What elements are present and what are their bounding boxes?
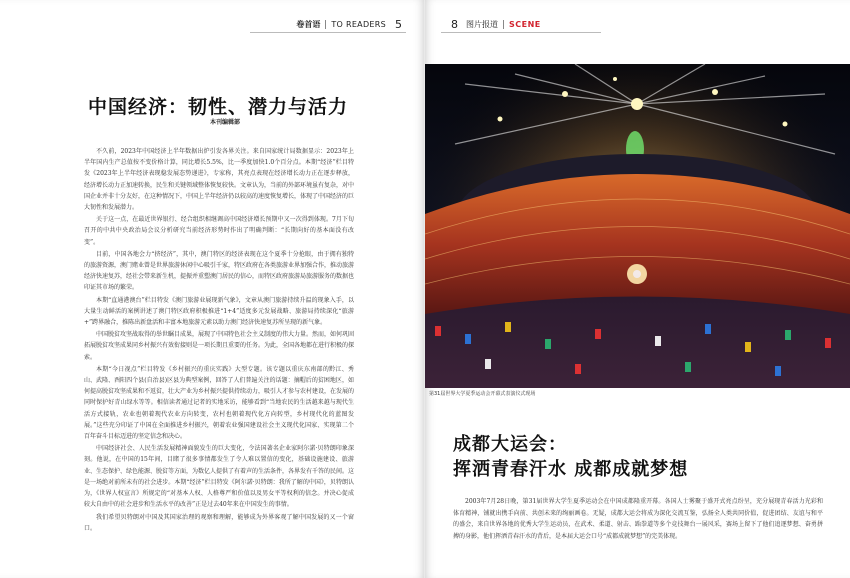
headline-line-2: 挥洒青春汗水 成都成就梦想 bbox=[453, 459, 689, 480]
paragraph: 中国脱贫攻坚战取得的举世瞩目成果，展现了中国特色社会主义制度的伟大力量。然而，如何巩固拓展脱贫攻坚成果同乡村振兴有效衔接则是一项长期且重要的任务。为此，全国各地都在进行积极的探索。 bbox=[84, 331, 355, 361]
header-rule bbox=[250, 32, 406, 33]
paragraph: 目前，中国各地会力“挤经济”，其中，澳门特区的经济表现在这个夏季十分抢眼，由于拥有独特的旅游资源，澳门赌业曾是世界旅游休闲中心吸引千家，特区政府在各类旅游业界加强合作，推动旅游经济快速复苏，经社会带来新生机，提振并重塑澳门居民的信心，而特区政府旅游局旅游服务的数据也印证其市场的繁荣。 bbox=[84, 250, 355, 292]
paragraph: 不久前，2023年中国经济上半年数据出炉引发各界关注。来自国家统计局数据显示：2023年上半年国内生产总值按不变价格计算，同比增长5.5%，比一季度加快1.0个百分点。本期“经济”栏目特发《2023年上半年经济表现稳发展态势递进》，专家称，其亮点表现在经济增长动力正在逐步释放，经济增长动力正加速转换，民生和关键领域整体恢复较快。文章认为，当前的外部环境虽有复杂，对中国企业并非十分友好，在这种情况下，中国上半年经济仍以较高的速度恢复增长，体现了中国经济的巨大韧性和发展潜力。 bbox=[84, 148, 355, 212]
page-header bbox=[296, 18, 402, 31]
paragraph: 本期“今日视点”栏目特发《乡村振兴的重庆实践》大型专题。该专题以重庆东南部的黔江、秀山、武隆、酉阳四个县(自治县)区县为典型案例，回答了人们普遍关注的话题：摘帽后的贫困地区，如何提高脱贫攻坚成果和不返贫，壮大产业为乡村振兴提供持续动力，吸引人才参与农村建设，在发展的同时保护好青山绿水等等。相信读者通过记者的实地采访，能够看到“当地农民的生活越来越与现代生活方式接轨，农业也朝着现代农业方向转变，农村也朝着现代化方向转型，乡村现代化的蓝图发展。”这些充分印证了中国在全面推进乡村振兴，朝着农业强国建设社会主义现代化国家、实现第二个百年奋斗目标迈进的坚定信念和决心。 bbox=[84, 365, 355, 441]
header-divider bbox=[325, 20, 326, 29]
paragraph: 中国经济社会、人民生活发展精神面貌发生的巨大变化，令法国著名企业家阿尔諾·贝特朗印象深刻。他说，在中国的15年间，目睹了很多事情都发生了令人难以置信的变化，基础设施建设、旅游业、生态保护、绿色能源、脱贫等方面，为数亿人提供了有着声的生活条件，各界发有千答的民间。这是一场绝对前所未有的社会进步。本期“经济”栏目特发《阿尔諾·贝特朗：我所了解的中国》，贝特朗认为，《世界人权宣言》所规定的“对基本人权、人格尊严和价值以及男女平等权利的信念。并决心促成较大自由中的社会进步和生活水平的改善”正是过去40年来在中国发生的事情。 bbox=[84, 445, 355, 509]
section-label: 图片报道 bbox=[466, 20, 498, 29]
paragraph: 本期“直通港澳台”栏目特发《澳门旅游业展现新气象》，文章从澳门旅游持续升温的现象入手，以大量生动鲜活的案例讲述了澳门特区政府积极推进“1+4”适度多元发展战略、旅游局持续深化“旅游+”跨界融合，推陈出新盘活和丰富本地旅游元素以助力澳门经济快速复苏所呈现的新气象。 bbox=[84, 296, 354, 327]
paragraph: 关于这一点，在最近世界银行、经合组织相继调高中国经济增长预期中又一次得到体现。7月下旬召开的中共中央政治局会议分析研究当前经济形势时作出了明确判断：“长期向好的基本面没有改变”。 bbox=[84, 216, 354, 246]
header-rule bbox=[441, 32, 601, 33]
page-header bbox=[451, 18, 541, 31]
section-label-en: TO READERS bbox=[331, 20, 386, 29]
page-number: 5 bbox=[395, 18, 402, 31]
paragraph: 2003年7月28日晚，第31届世界大学生夏季运动会在中国成都隆重开幕。各国人士雾聚于盛开式亮点纷呈，充分展现青春活力光彩和体育精神，铺就出携手向前、共创未来的绚丽画卷。无疑，成都大运会将成为深化交流互鉴，弘扬全人类共同价值，促进团结、友谊与和平的盛会，来自世界各地的优秀大学生运动员，在武术、柔道、射击、跆拳道等多个竞技舞台一展风采，赛场上留下了他们追逐梦想、奋勇拼搏的身影，他们挥洒青春汗水的背后，是本届大运会口号“成都成就梦想”的完美体现。 bbox=[453, 498, 823, 540]
right-page bbox=[425, 0, 850, 578]
scene-body bbox=[453, 496, 823, 542]
section-label: 卷首语 bbox=[296, 20, 321, 29]
paragraph: 我们希望贝特朗对中国及其国家治理的观察和理解，能够成为外界客观了解中国发展的又一个窗口。 bbox=[84, 513, 354, 532]
stadium-ceremony-photo bbox=[425, 64, 850, 388]
article-body bbox=[84, 146, 354, 535]
header-divider bbox=[503, 20, 504, 29]
page-number: 8 bbox=[451, 18, 458, 31]
article-title: 中国经济：韧性、潜力与活力 bbox=[88, 96, 349, 118]
left-page bbox=[0, 0, 424, 578]
headline-line-1: 成都大运会： bbox=[453, 434, 567, 455]
photo-caption: 第31届世界大学夏季运动会开幕式表演仪式现场 bbox=[429, 391, 536, 397]
section-label-en: SCENE bbox=[509, 20, 541, 29]
article-byline: 本刊编辑部 bbox=[209, 119, 240, 126]
